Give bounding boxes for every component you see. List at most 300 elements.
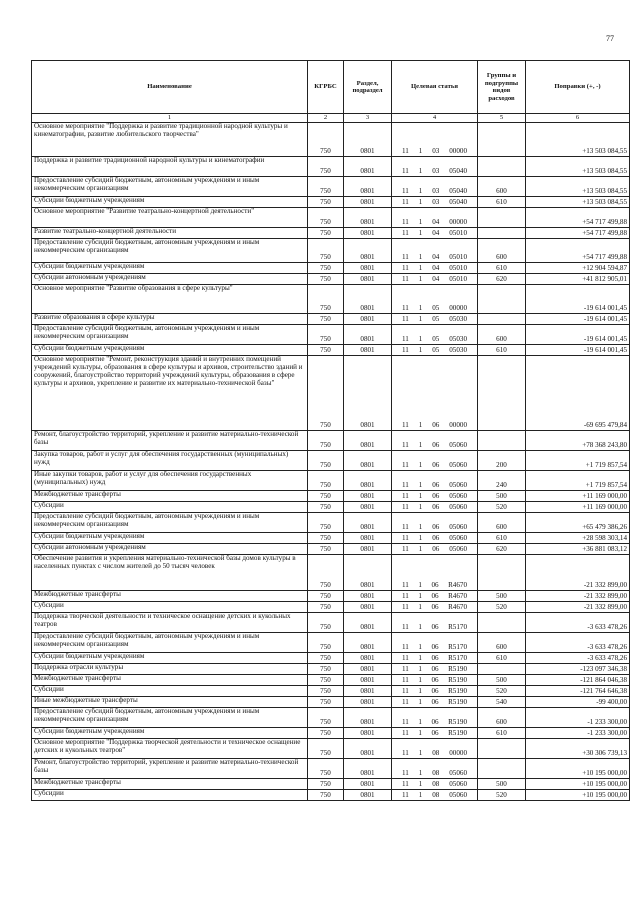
table-row xyxy=(32,123,630,157)
target-article-part: 06 xyxy=(431,592,439,601)
table-row xyxy=(32,228,630,239)
row-kgrbs: 750 xyxy=(308,613,344,633)
target-article-part: 05060 xyxy=(449,492,467,501)
row-section: 0801 xyxy=(344,790,392,801)
target-article-part: 08 xyxy=(432,749,440,758)
row-target-article xyxy=(392,431,478,451)
target-article-part: R4670 xyxy=(448,581,467,590)
table-row xyxy=(32,274,630,285)
header-expense-type: Группы и подгруппы видов расходов xyxy=(478,61,526,114)
row-amount: +13 503 084,55 xyxy=(526,177,630,197)
row-amount: +54 717 499,88 xyxy=(526,208,630,228)
row-target-article xyxy=(392,239,478,263)
row-name: Иные закупки товаров, работ и услуг для обеспечения государственных (муниципальных) нужд xyxy=(32,471,308,491)
row-expense-type: 520 xyxy=(478,602,526,613)
row-amount: +1 719 857,54 xyxy=(526,451,630,471)
target-article-part: 05010 xyxy=(449,253,467,262)
row-amount: +54 717 499,88 xyxy=(526,228,630,239)
target-article-part: 04 xyxy=(432,275,440,284)
row-amount: -21 332 899,00 xyxy=(526,591,630,602)
target-article-part: 04 xyxy=(432,218,440,227)
target-article-part: 06 xyxy=(431,603,439,612)
row-expense-type: 610 xyxy=(478,533,526,544)
row-section: 0801 xyxy=(344,653,392,664)
row-amount: -1 233 300,00 xyxy=(526,728,630,739)
row-kgrbs: 750 xyxy=(308,123,344,157)
table-body xyxy=(32,123,630,801)
row-kgrbs: 750 xyxy=(308,239,344,263)
target-article-part: 06 xyxy=(432,492,440,501)
table-row xyxy=(32,759,630,779)
row-target-article xyxy=(392,157,478,177)
target-article-part: 11 xyxy=(402,718,409,727)
target-article-part: 05 xyxy=(432,304,440,313)
table-row xyxy=(32,653,630,664)
table-row xyxy=(32,675,630,686)
target-article-part: 1 xyxy=(418,623,422,632)
target-article-part: 11 xyxy=(402,698,409,707)
target-article-part: 11 xyxy=(402,481,409,490)
column-number: 5 xyxy=(478,114,526,123)
row-name: Поддержка отрасли культуры xyxy=(32,664,308,675)
row-target-article xyxy=(392,555,478,591)
target-article-part: 1 xyxy=(418,335,423,344)
row-name: Основное мероприятие "Развитие образования в сфере культуры" xyxy=(32,285,308,314)
row-amount: -99 400,00 xyxy=(526,697,630,708)
row-section: 0801 xyxy=(344,697,392,708)
row-section: 0801 xyxy=(344,208,392,228)
row-expense-type: 520 xyxy=(478,502,526,513)
row-expense-type xyxy=(478,431,526,451)
target-article-part: 1 xyxy=(418,167,423,176)
table-row xyxy=(32,613,630,633)
target-article-part: 1 xyxy=(418,654,422,663)
row-section: 0801 xyxy=(344,285,392,314)
row-section: 0801 xyxy=(344,345,392,356)
row-expense-type: 610 xyxy=(478,728,526,739)
target-article-part: 05060 xyxy=(449,545,467,554)
target-article-part: 1 xyxy=(418,253,423,262)
target-article-part: 1 xyxy=(418,643,422,652)
target-article-part: 05060 xyxy=(449,441,467,450)
column-number: 2 xyxy=(308,114,344,123)
table-row xyxy=(32,285,630,314)
row-kgrbs: 750 xyxy=(308,356,344,431)
table-row xyxy=(32,356,630,431)
target-article-part: 11 xyxy=(402,167,409,176)
row-amount: -21 332 899,00 xyxy=(526,555,630,591)
target-article-part: 05030 xyxy=(449,346,467,355)
target-article-part: 11 xyxy=(402,654,409,663)
row-section: 0801 xyxy=(344,239,392,263)
target-article-part: 11 xyxy=(402,791,409,800)
row-amount: +41 812 905,01 xyxy=(526,274,630,285)
target-article-part: R5190 xyxy=(448,687,467,696)
row-target-article xyxy=(392,263,478,274)
table-row xyxy=(32,544,630,555)
target-article-part: 1 xyxy=(418,698,422,707)
row-target-article xyxy=(392,759,478,779)
target-article-part: 1 xyxy=(418,534,423,543)
target-article-part: 1 xyxy=(418,492,423,501)
row-target-article xyxy=(392,533,478,544)
header-amendments: Поправки (+, -) xyxy=(526,61,630,114)
row-section: 0801 xyxy=(344,228,392,239)
target-article-part: 06 xyxy=(432,503,440,512)
row-expense-type: 610 xyxy=(478,345,526,356)
row-expense-type xyxy=(478,314,526,325)
row-target-article xyxy=(392,675,478,686)
target-article-part: 03 xyxy=(432,167,440,176)
row-target-article xyxy=(392,779,478,790)
row-amount: -3 633 478,26 xyxy=(526,633,630,653)
row-kgrbs: 750 xyxy=(308,263,344,274)
column-number-row xyxy=(32,114,630,123)
target-article-part: 00000 xyxy=(449,749,467,758)
target-article-part: R5170 xyxy=(448,654,467,663)
row-name: Предоставление субсидий бюджетным, автономным учреждениям и иным некоммерческим организациям xyxy=(32,708,308,728)
row-kgrbs: 750 xyxy=(308,759,344,779)
target-article-part: 1 xyxy=(418,264,423,273)
target-article-part: 1 xyxy=(418,147,423,156)
row-target-article xyxy=(392,228,478,239)
column-number: 1 xyxy=(32,114,308,123)
row-section: 0801 xyxy=(344,502,392,513)
target-article-part: 05060 xyxy=(449,534,467,543)
target-article-part: 1 xyxy=(418,603,422,612)
table-row xyxy=(32,633,630,653)
row-section: 0801 xyxy=(344,544,392,555)
target-article-part: 11 xyxy=(402,729,409,738)
row-expense-type xyxy=(478,739,526,759)
row-name: Предоставление субсидий бюджетным, автономным учреждениям и иным некоммерческим организациям xyxy=(32,239,308,263)
target-article-part: 1 xyxy=(418,218,423,227)
row-target-article xyxy=(392,356,478,431)
table-row xyxy=(32,779,630,790)
row-amount: +78 368 243,80 xyxy=(526,431,630,451)
row-name: Субсидии бюджетным учреждениям xyxy=(32,197,308,208)
target-article-part: 11 xyxy=(402,523,409,532)
table-row xyxy=(32,471,630,491)
row-amount: +10 195 000,00 xyxy=(526,790,630,801)
row-kgrbs: 750 xyxy=(308,739,344,759)
row-kgrbs: 750 xyxy=(308,544,344,555)
target-article-part: 06 xyxy=(432,461,440,470)
row-kgrbs: 750 xyxy=(308,325,344,345)
row-target-article xyxy=(392,314,478,325)
row-expense-type xyxy=(478,759,526,779)
table-row xyxy=(32,790,630,801)
target-article-part: 06 xyxy=(432,481,440,490)
target-article-part: 1 xyxy=(418,275,423,284)
row-target-article xyxy=(392,686,478,697)
target-article-part: R4670 xyxy=(448,592,467,601)
table-row xyxy=(32,157,630,177)
row-name: Предоставление субсидий бюджетным, автономным учреждениям и иным некоммерческим организациям xyxy=(32,325,308,345)
row-kgrbs: 750 xyxy=(308,790,344,801)
target-article-part: 11 xyxy=(402,687,409,696)
row-section: 0801 xyxy=(344,123,392,157)
target-article-part: 1 xyxy=(418,481,423,490)
row-target-article xyxy=(392,177,478,197)
table-row xyxy=(32,739,630,759)
row-kgrbs: 750 xyxy=(308,513,344,533)
target-article-part: 11 xyxy=(402,592,409,601)
column-number: 3 xyxy=(344,114,392,123)
row-name: Субсидии xyxy=(32,790,308,801)
row-section: 0801 xyxy=(344,708,392,728)
column-number: 4 xyxy=(392,114,478,123)
row-amount: -19 614 001,45 xyxy=(526,345,630,356)
target-article-part: 05030 xyxy=(449,315,467,324)
row-expense-type: 620 xyxy=(478,274,526,285)
target-article-part: 1 xyxy=(418,592,422,601)
row-target-article xyxy=(392,728,478,739)
target-article-part: 11 xyxy=(402,461,409,470)
target-article-part: 1 xyxy=(418,315,423,324)
row-amount: +13 503 084,55 xyxy=(526,157,630,177)
table-row xyxy=(32,491,630,502)
row-target-article xyxy=(392,544,478,555)
target-article-part: 1 xyxy=(418,346,423,355)
row-section: 0801 xyxy=(344,533,392,544)
target-article-part: 1 xyxy=(418,665,422,674)
row-target-article xyxy=(392,633,478,653)
row-section: 0801 xyxy=(344,157,392,177)
row-name: Субсидии бюджетным учреждениям xyxy=(32,653,308,664)
target-article-part: 1 xyxy=(418,718,422,727)
target-article-part: 06 xyxy=(431,665,439,674)
target-article-part: 11 xyxy=(402,665,409,674)
row-name: Субсидии xyxy=(32,502,308,513)
row-section: 0801 xyxy=(344,602,392,613)
target-article-part: 05040 xyxy=(449,198,467,207)
target-article-part: 03 xyxy=(432,198,440,207)
row-amount: +36 881 083,12 xyxy=(526,544,630,555)
target-article-part: 11 xyxy=(402,545,409,554)
row-expense-type: 500 xyxy=(478,779,526,790)
target-article-part: 06 xyxy=(431,581,439,590)
target-article-part: 11 xyxy=(402,264,409,273)
row-name: Субсидии бюджетным учреждениям xyxy=(32,533,308,544)
row-amount: +10 195 000,00 xyxy=(526,779,630,790)
target-article-part: R5190 xyxy=(448,665,467,674)
target-article-part: 06 xyxy=(431,623,439,632)
row-kgrbs: 750 xyxy=(308,314,344,325)
row-kgrbs: 750 xyxy=(308,728,344,739)
row-amount: -19 614 001,45 xyxy=(526,285,630,314)
row-section: 0801 xyxy=(344,591,392,602)
target-article-part: 1 xyxy=(418,729,422,738)
target-article-part: 11 xyxy=(402,769,409,778)
row-expense-type: 620 xyxy=(478,544,526,555)
row-target-article xyxy=(392,591,478,602)
table-row xyxy=(32,728,630,739)
target-article-part: 06 xyxy=(432,523,440,532)
row-kgrbs: 750 xyxy=(308,157,344,177)
target-article-part: 06 xyxy=(431,729,439,738)
target-article-part: 1 xyxy=(418,187,423,196)
target-article-part: 05040 xyxy=(449,187,467,196)
target-article-part: 11 xyxy=(402,335,409,344)
column-number: 6 xyxy=(526,114,630,123)
row-amount: -19 614 001,45 xyxy=(526,314,630,325)
target-article-part: 05060 xyxy=(449,769,467,778)
target-article-part: R5190 xyxy=(448,718,467,727)
row-name: Основное мероприятие "Поддержка и развитие традиционной народной культуры и кинематографии, развитие любительского творчества" xyxy=(32,123,308,157)
table-row xyxy=(32,325,630,345)
row-kgrbs: 750 xyxy=(308,708,344,728)
row-expense-type: 600 xyxy=(478,633,526,653)
target-article-part: 11 xyxy=(402,315,409,324)
row-section: 0801 xyxy=(344,263,392,274)
row-expense-type: 520 xyxy=(478,790,526,801)
row-section: 0801 xyxy=(344,431,392,451)
target-article-part: 05010 xyxy=(449,264,467,273)
row-target-article xyxy=(392,697,478,708)
target-article-part: 1 xyxy=(418,198,423,207)
target-article-part: 08 xyxy=(432,769,440,778)
target-article-part: R5190 xyxy=(448,729,467,738)
row-expense-type: 600 xyxy=(478,513,526,533)
target-article-part: 1 xyxy=(418,791,423,800)
row-amount: -1 233 300,00 xyxy=(526,708,630,728)
target-article-part: 05040 xyxy=(449,167,467,176)
target-article-part: 11 xyxy=(402,187,409,196)
row-section: 0801 xyxy=(344,197,392,208)
target-article-part: 11 xyxy=(402,581,409,590)
row-name: Развитие образования в сфере культуры xyxy=(32,314,308,325)
row-amount: -3 633 478,26 xyxy=(526,653,630,664)
table-row xyxy=(32,664,630,675)
target-article-part: 1 xyxy=(418,780,423,789)
table-row xyxy=(32,431,630,451)
target-article-part: 1 xyxy=(418,687,422,696)
row-amount: +13 503 084,55 xyxy=(526,197,630,208)
target-article-part: 00000 xyxy=(449,147,467,156)
page-number: 77 xyxy=(606,34,614,43)
table-row xyxy=(32,533,630,544)
table-row xyxy=(32,591,630,602)
header-name: Наименование xyxy=(32,61,308,114)
table-row xyxy=(32,239,630,263)
row-amount: +1 719 857,54 xyxy=(526,471,630,491)
row-section: 0801 xyxy=(344,177,392,197)
target-article-part: 05060 xyxy=(449,481,467,490)
target-article-part: 06 xyxy=(432,421,440,430)
row-expense-type xyxy=(478,123,526,157)
row-kgrbs: 750 xyxy=(308,686,344,697)
row-expense-type: 240 xyxy=(478,471,526,491)
row-amount: -121 764 646,38 xyxy=(526,686,630,697)
row-kgrbs: 750 xyxy=(308,491,344,502)
row-kgrbs: 750 xyxy=(308,697,344,708)
target-article-part: 11 xyxy=(402,603,409,612)
target-article-part: 11 xyxy=(402,275,409,284)
row-section: 0801 xyxy=(344,513,392,533)
table-row xyxy=(32,502,630,513)
row-amount: +10 195 000,00 xyxy=(526,759,630,779)
row-target-article xyxy=(392,123,478,157)
row-section: 0801 xyxy=(344,491,392,502)
target-article-part: R5170 xyxy=(448,623,467,632)
target-article-part: 1 xyxy=(418,545,423,554)
row-name: Межбюджетные трансферты xyxy=(32,491,308,502)
target-article-part: 05060 xyxy=(449,523,467,532)
row-target-article xyxy=(392,471,478,491)
row-expense-type: 500 xyxy=(478,675,526,686)
row-kgrbs: 750 xyxy=(308,555,344,591)
row-section: 0801 xyxy=(344,325,392,345)
target-article-part: 11 xyxy=(402,623,409,632)
row-name: Основное мероприятие "Поддержка творческой деятельности и техническое оснащение детских и кукольных театров" xyxy=(32,739,308,759)
target-article-part: 04 xyxy=(432,264,440,273)
row-expense-type: 610 xyxy=(478,653,526,664)
row-section: 0801 xyxy=(344,451,392,471)
row-name: Основное мероприятие "Развитие театрально-концертной деятельности" xyxy=(32,208,308,228)
row-amount: +12 904 594,87 xyxy=(526,263,630,274)
header-row xyxy=(32,61,630,114)
table-row xyxy=(32,697,630,708)
row-name: Субсидии автономным учреждениям xyxy=(32,274,308,285)
target-article-part: 1 xyxy=(418,229,423,238)
table-row xyxy=(32,513,630,533)
target-article-part: 06 xyxy=(432,545,440,554)
row-expense-type: 540 xyxy=(478,697,526,708)
row-name: Субсидии xyxy=(32,686,308,697)
row-expense-type xyxy=(478,208,526,228)
row-name: Развитие театрально-концертной деятельности xyxy=(32,228,308,239)
table-row xyxy=(32,177,630,197)
target-article-part: 11 xyxy=(402,304,409,313)
target-article-part: 1 xyxy=(418,461,423,470)
row-name: Ремонт, благоустройство территорий, укрепление и развитие материально-технической базы xyxy=(32,431,308,451)
row-kgrbs: 750 xyxy=(308,345,344,356)
target-article-part: 11 xyxy=(402,218,409,227)
row-target-article xyxy=(392,513,478,533)
row-name: Поддержка творческой деятельности и техническое оснащение детских и кукольных театров xyxy=(32,613,308,633)
target-article-part: 1 xyxy=(418,581,422,590)
row-amount: -21 332 899,00 xyxy=(526,602,630,613)
row-kgrbs: 750 xyxy=(308,228,344,239)
row-section: 0801 xyxy=(344,686,392,697)
row-kgrbs: 750 xyxy=(308,285,344,314)
target-article-part: 04 xyxy=(432,253,440,262)
row-expense-type: 500 xyxy=(478,491,526,502)
row-kgrbs: 750 xyxy=(308,274,344,285)
row-name: Ремонт, благоустройство территорий, укрепление и развитие материально-технической базы xyxy=(32,759,308,779)
target-article-part: 05010 xyxy=(449,229,467,238)
target-article-part: 1 xyxy=(418,749,423,758)
target-article-part: 06 xyxy=(431,676,439,685)
target-article-part: 03 xyxy=(432,147,440,156)
row-name: Субсидии xyxy=(32,602,308,613)
row-kgrbs: 750 xyxy=(308,602,344,613)
row-section: 0801 xyxy=(344,471,392,491)
row-target-article xyxy=(392,653,478,664)
target-article-part: 04 xyxy=(432,229,440,238)
row-name: Межбюджетные трансферты xyxy=(32,591,308,602)
header-section: Раздел, подраздел xyxy=(344,61,392,114)
target-article-part: 05010 xyxy=(449,275,467,284)
row-target-article xyxy=(392,325,478,345)
table-row xyxy=(32,345,630,356)
row-target-article xyxy=(392,208,478,228)
row-target-article xyxy=(392,285,478,314)
row-target-article xyxy=(392,274,478,285)
target-article-part: 11 xyxy=(402,421,409,430)
row-expense-type: 200 xyxy=(478,451,526,471)
